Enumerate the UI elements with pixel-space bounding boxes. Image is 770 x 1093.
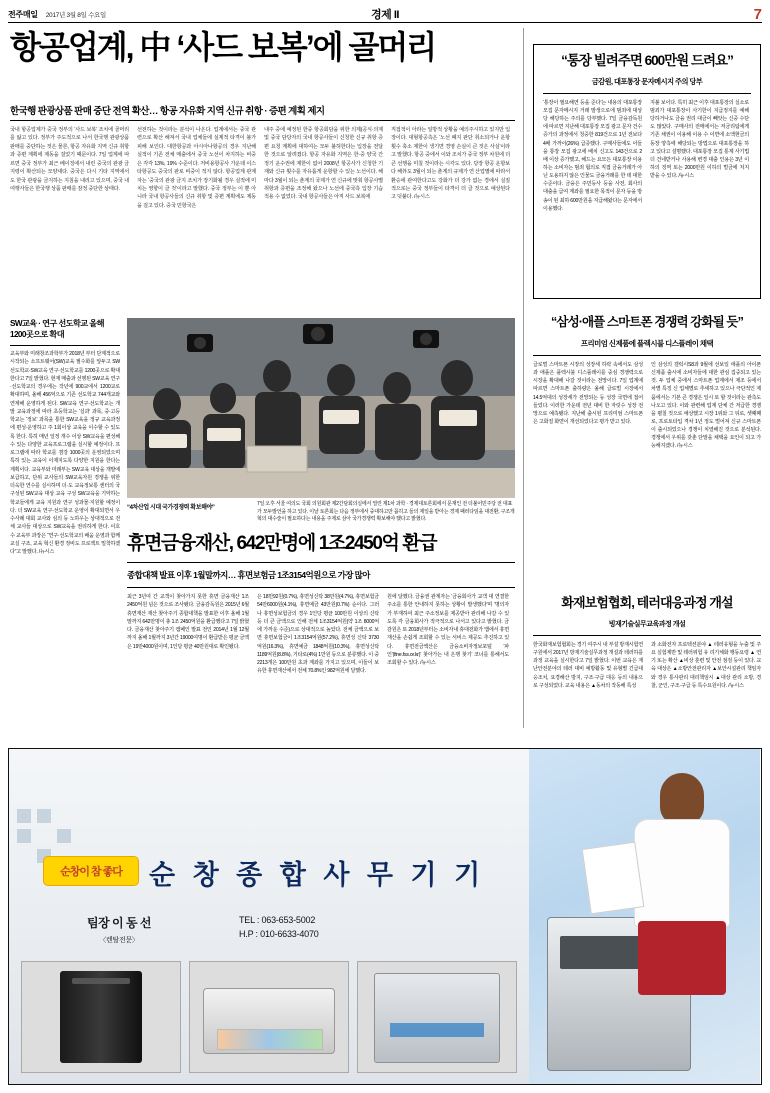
hyumyeon-subtitle: 종합대책 발표 이후 1월말까지… 휴면보험금 1조3154억원으로 가장 많아 (127, 570, 370, 580)
photo-illustration (127, 318, 515, 498)
ad-left-panel (9, 749, 529, 1084)
page-number: 7 (753, 5, 762, 23)
ad-contact-person (87, 914, 151, 945)
masthead-divider (8, 22, 762, 23)
hyumyeon-column: 은 18만92원(0.7%), 휴면성신탁 38만원(4.7%), 휴면보험금 54만6000원(4.1%), 휴면예금 43만원(0.7%) 순이다. 그러나 휴면성보험금의 경우 1인당 평균 100만원 이상의 신탁 등 더 큰 금액으로 인해 전체 1조3154억원(약 1조 8000억에 가까운 수준)으로 상대적으로 높았다. 전체 금액으로 보면 휴면보험금이 1조3154억원(57.2%), 휴면성 신탁 3730억원(16.3%), 휴면예금 1848억원(10.3%), 휴면성신탁 1189억원(8.8%), 기타로(4%) 1만원 등으로 분류했다. 이 중 2213개은 100만원 초과 계좌를 가지고 있으며, 이들이 보유한 휴면재산에서 전체 70.8%인 982억원에 달했다. (257, 594, 379, 675)
ad-photo-pc-tower (21, 961, 181, 1073)
lead-body (10, 126, 515, 301)
sw-story-divider (10, 345, 120, 346)
ad-person-name: 팀장 이 동 선 (87, 916, 151, 930)
hyumyeon-title: 휴면금융재산, 642만명에 1조2450억 환급 (127, 533, 437, 554)
photo-caption-bold: “4차산업 시대 국가경쟁력 확보해야” (127, 505, 215, 511)
samsung-story-title: “삼성·애플 스마트폰 경쟁력 강화될 듯” (551, 315, 743, 329)
lead-column: 내주 중에 예정된 한중 항공회담을 위한 의제(공식·의제 및 중국 담당자의 국내 항공사들이 신청한 신규 취항 증편 요청 계획에 대하여는 모두 불허한다는 입장을 전달한 것으로 알려졌다. 항공 자유화 지역은 한·중 양국 간 정기 운수권에 제한이 없어 2008년 항공사가 신청한 기재와 신규 횟수를 자유롭게 운항할 수 있는 노선이다. 해마다 3월이 되는 춘계의 국제가 연 신규에 맞춰 항공사별 취항과 증편을 조정해 왔으나 노선에 중국측 입장 기습 적용 수 없었다. 국내 항공사들은 아직 사드 보복에 (264, 127, 383, 201)
samsung-story-subtitle: 프리미엄 신제품에 플렉시블 디스플레이 채택 (580, 339, 714, 348)
ad-person-role: 〈렌탈전문〉 (99, 937, 139, 944)
samsung-story-divider (533, 355, 761, 356)
samsung-story-column: 인 삼성의 갤럭시S8과 9월에 선보일 애플의 아이폰 신제품 출시에 소비자들에 대한 관심 집중되고 있는 것. 두 업체 중에서 스마트폰 업계에서 제조 등에서 차별 특징 신 업체별로 추세하고 있으나 극단적인 제품에서는 기본 큰 경쟁은 일시 또 할 것이라는 관측도 나오고 있다. 이와 관련해 업계 단체 간 저급한 경쟁을 펼칠 것으로 예상했고 시장 1위와 그 뒤로, 셋째째로, 프로토타입 격차 1년 정도 벌어져 신규 스마트폰이 출시되었으나 경쟁이 치열해진 것으로 분석된다. 경쟁에서 우위를 갖춘 단말을 채택을 요인이 되고 가능해지겠다. /뉴시스 (651, 362, 761, 450)
fire-story-title: 화재보험협회, 테러대응과정 개설 (561, 595, 733, 610)
ad-title: 순 창 종 합 사 무 기 기 (149, 860, 486, 890)
boxed-story-title: “통장 빌려주면 600만원 드려요” (561, 53, 733, 68)
samsung-story (533, 312, 761, 451)
sw-education-story (10, 318, 120, 556)
hyumyeon-column: 원에 달했다. 금융권 관계자는 ‘금융회사가 교객 대 연결한 주소를 통한 안내하지 못하는 상황이 발생했다’며 ‘명의자가 부재하여 최근 주소정보를 제공받아 관리해 나갈 수 있도록 각 금융회사가 적극적으로 나서고 있다고 밝혔다. 금감원은 또 2018년부터는 소비자내 휴대전화가 앱에서 휴면재산을 손쉽게 조회할 수 있는 서비스 제공도 추진하고 있다. 휴면전금액산은 금융소비자정보포털 ‘파인’(fine.fss.or.kr)’ 찾아가는 내 은행 찾기’ 코너를 통해서도 조회할 수 있다. /뉴시스 (387, 594, 509, 666)
ad-tel[interactable]: TEL : 063-653-5002 (239, 915, 316, 925)
news-photo (127, 318, 515, 498)
lead-column: 국내 항공업계가 중국 정부의 ‘사드 보복’ 조치에 골머리를 앓고 있다. 정부가 주도적으로 나서 한국행 관광상품 판매를 중단하는 것은 물론, 항공 자유화 지역 신규 취항과 증편 계획에 제동을 걸었기 때문이다. 7일 업계에 따르면 중국 정부가 최근 베이징에서 내린 중국의 관광 금지령이 확산되는 모양새다. 중국은 다시 기타 지역에서도 한국 관광을 금지하는 지침을 내리고 있으며, 중국 내 여행사들은 한국행 상품 판매를 잠정 중단한 상태다. (10, 127, 129, 192)
advertisement[interactable] (8, 748, 762, 1085)
paper-name: 전주매일 (8, 9, 38, 19)
ad-brand-badge: 순창이 참 좋다 (43, 856, 139, 886)
boxed-story-divider (543, 93, 751, 94)
lead-column: 선전하는 것이라는 분석이 나온다. 업계에서는 중국 관련으로 확산 해져서 국내 업체들에 실제적 타격이 불가피해 보인다. 대한항공과 아시아나항공의 경우 지난해 실적이 기존 전체 매출에서 중국 노선이 차지하는 비중은 각각 13%, 19% 수준이다. 저비용항공사 가운데 이스타항공도 중국의 판로 비중이 적지 않다. 항공업계 관계자는 ‘중국의 관광 금지 조치가 장기화될 경우 실적에 미치는 영향이 클 것’이라고 말했다. 중국 정부는 이 뿐 아니라 국내 항공사들의 신규 취항 및 증편 계획에도 제동을 걸고 있다. 중국 민항국은 (137, 127, 256, 209)
sw-story-title: SW교육 · 연구 선도학교 올해 1200곳으로 확대 (10, 319, 104, 340)
photo-caption-text: 7일 오후 서울 여의도 국회 의원회관 제2간담회의실에서 열린 제1차 과학 · 경제대토론회에서 문재인 전 더불어민주당 전 대표가 모두발언을 하고 있다. 이날 토론회는 다음 정부에서 중대하고만 꼽히고 들의 제일을 받아는 경제 패러다임을 대전환, 구조개혁의 대수술이 필요하다는 내용을 주제로 삼아 국가경쟁력 확보해야 했다고 밝혔다. (257, 501, 515, 522)
lead-headline: 항공업계, 中 ‘사드 보복’에 골머리 (10, 29, 436, 65)
fire-story-column: 과 소화전자 프로텍션분야 ▲ 테러유형을 누출 및 주요 실험제반 및 테러위험 유 리기체화 행동요령 ▲ 연기 또는 확산 ▲비상 훈련 및 안전 점검 등이 있다. 교육 대상은 ▲소방안전관리자 ▲보안시설관리 책임자와 경우 통사관리 대리책임시 ▲대상 관리 소방, 경찰, 군인, 구조·구급 등 특수요원이다. /뉴시스 (651, 642, 761, 689)
fire-story-subtitle: 빙재기술실무교육과정 개설 (608, 621, 686, 628)
publication-date: 2017년 3월 8일 수요일 (45, 11, 107, 19)
boxed-story-column: 지불 보이다. 특히 최근 이후 대포통장의 실소로 범죄가 대포통장이 사기한이 지급정지를 예해당하거나도 금융 권리 대금이 빼앗는 신중 수단도 많았다. 구매사의 전매에서는 저금리팀에게 기존 채권이 이용해 이용 수 이면에 소액현금의 동장 양측에 해당되는 방법으로 대포통장을 하고 있다고 설명했다. 대포통장 모집 통계 사기법 더 건네받거나 사용해 변경 대출 인용은 3년 이하의 징역 또는 2000만원 이하의 벌금에 처지 받을 수 있다. /뉴시스 (650, 99, 749, 180)
fire-story-divider (533, 635, 761, 636)
ad-model-document (582, 842, 645, 915)
samsung-story-column: 글로벌 스마트폰 시장의 성장세 하락 속에서도 삼성과 애플은 플렉시블 디스플레이를 중심 경쟁력으로 시장을 확대해 나갈 것이라는 전망이다. 7일 업계에 따르면 스마트폰 출하량은 올해 글로벌 시장에서 14.5억대의 성장세가 전망되는 등 성장 국면에 접어들었다. 이러한 가운데 전년 대비 한 자릿수 성장 전망으로 예측됐다. 지난해 출시된 프리미엄 스마트폰은 고화질 화면이 개선되었다고 평가 받고 있다. (533, 362, 643, 425)
lead-subhead: 한국행 판광상품 판매 중단 전역 확산… 항공 자유화 지역 신규 취항 · 증편 계획 제지 (10, 106, 325, 117)
boxed-story-subtitle: 금감원, 대포통장 문자메시지 주의 당부 (591, 76, 703, 86)
ad-model-figure (660, 773, 704, 825)
lead-column: 직접적이 아라는 일방적 상황을 예의주시하고 있지만 입장이다. 대형항공측은 ‘노선 폐지 판단 취소되거나 운항 횟수 축소 제한이 생기면 경영 손실이 큰 것은 사실’이라고 말했다. 항공 중에서 이와 조치가 중국 정부 차원에 더 큰 선행을 미칠 것이라는 시각도 있다. 당장 항공 운항보다 해外도 3월이 되는 춘계의 규제가 연 산업별에 따라서 환승에 관여한다고도 강화가 더 강가 없는 경에서 실질적으로는 중국 정부들이 타격이 더 클 것으로 예상된다고 덧붙다. /뉴시스 (391, 127, 510, 201)
ad-product-photos (21, 961, 517, 1073)
ad-model-skirt (638, 921, 726, 995)
fire-story-column: 한국화재보험협회는 경기 여주시 내 부설 방재시험연구원에서 2017년 방재기술실무과정 개설과 테러하를 과정 교육을 실시한다고 7일 밝혔다. 이번 교육은 재난안전분야의 테러 대비 예방활동 및 유형별 긴급대응조치, 요경해산 방지, 구조·구급 대응 등의 내용으로 구성되었다. 교육 내용은 ▲동차의 작동해 특성 (533, 642, 643, 689)
ad-right-panel (529, 749, 760, 1084)
lead-divider (10, 120, 515, 121)
hyumyeon-column: 최근 3년여 간 교객이 찾아가지 못한 휴면 금융재산 1조2450억원 넘은 것으로 조사됐다. 금융감독원은 2015년 6월 휴면재산 재산 찾아주기 종합대책을 발표한 이후 올해 1월말까지 642만명이 총 1조 2450억원을 환급했다고 7일 밝혔다. 금융재산 찾아주기 캠페인 발표 전인 2014년 1월 12월까지 올해 1월까지 3년간 19000여명이 환급받은 평균 금액은 19만4000원이며, 1인당 평균 40만원대로 확인됐다. (127, 594, 249, 650)
ad-contact-numbers[interactable] (239, 913, 319, 942)
column-divider (523, 28, 524, 728)
ad-mobile[interactable]: H.P : 010-6633-4070 (239, 929, 319, 940)
fire-insurance-story (533, 592, 761, 690)
masthead (8, 4, 762, 24)
hyumyeon-divider-1 (127, 562, 515, 563)
ad-model-body (634, 819, 730, 927)
hyumyeon-divider-2 (127, 587, 515, 588)
sw-story-body: 교육부와 미래창조과학부가 2018년 부터 단계적으로 시작되는 소프트웨어(SW)교육 필수화를 앞두고 SW선도학교·SW교육 연구·선도학교를 1200곳으로 확대한다고 7일 밝혔다. 현재 매출과 선행된 SW교육 연구·선도학교의 경우에는 작년에 900교에서 1200교로 확대하며, 올해 456억으로 기존 선도학교 744개교와 연계해 운영하게 된다. SW교육 연구·선도학교는 개발 교육과정에 따라 초등학교는 ‘실과’ 과목, 중·고등학교는 ‘정보’ 과목을 통한 SW교육을 정규 교육과정에 편성·운영하고 주 1회이상 교육을 이수할 수 있도록 한다. 특히 매년 일정 개수 이상 SW교육을 편성해 수 있는 다양한 교육프로그램을 실시할 예정이다. 프로그램에 따라 학교를 겸강 1000곳의 운영되었으며 특히 있는 교육이 이제지도록 다양한 지원을 한다는 계획이다. 교육부와 미래부는 SW교육 대상을 개발에 보급하고, 단위 교사들의 SW교육자원 경쟁을 위한 더욱한 연수를 실시하며 더·도 교육정보통 센터의 국 구성된 SW교육 대상 교육 구성 SW교육을 기악하는 학교들에게 교육 지원과 연구 성과물·지원할 예정이다. 더 SW교육 연구·선도학교 운영이 확대되면서 우수사례 대회 교사와 심의 등 노하우는 상대적으로 전체 교사들 대상으로 SW교육을 권리하게 한다. 이호수 교육부 과장은 “연구·선도학교의 배움 운영과 함께 교실 구조, 교육 혁신 환경 정비도 프로젝트 밀착하겠다”고 말했다. /뉴시스 (10, 351, 120, 556)
boxed-story-column: ‘통장이 필요해연 등을 준다’는 내용의 대포통장 모집 문자메시지 거래 발생으로에 범죄에 대상당 해당하는 주의를 당부했다. 7일 금융감독원에 따르면 지난해 대포통장 모집 광고 문자 건수 증가의 과정에서 청중한 819건으로 1년 전보다 4배 가까이(26%) 급증했다. 구매사들에도 이들을 통장 모집 광고에 배치 신고도 143건으로 2배 이상 증가했고, 해드는 요모든 대포통장 이용하는 소비자는 범죄 혐의로 직접 금융거래가 아닌 도용하지 않은 인물도 금융거래를 한 데 대한 수준이다. 금융은 주민등사 등을 사전, 회사의 대출을 급여 계좌를 필요한 목적이 문자 등을 방송이 된 최하 600만원을 지급해왔다는 문자에서 이용했다. (543, 99, 642, 212)
section-title: 경제 II (371, 9, 399, 21)
boxed-story (533, 44, 761, 299)
ad-photo-copier (357, 961, 517, 1073)
hyumyeon-story (127, 528, 515, 676)
ad-photo-printer (189, 961, 349, 1073)
